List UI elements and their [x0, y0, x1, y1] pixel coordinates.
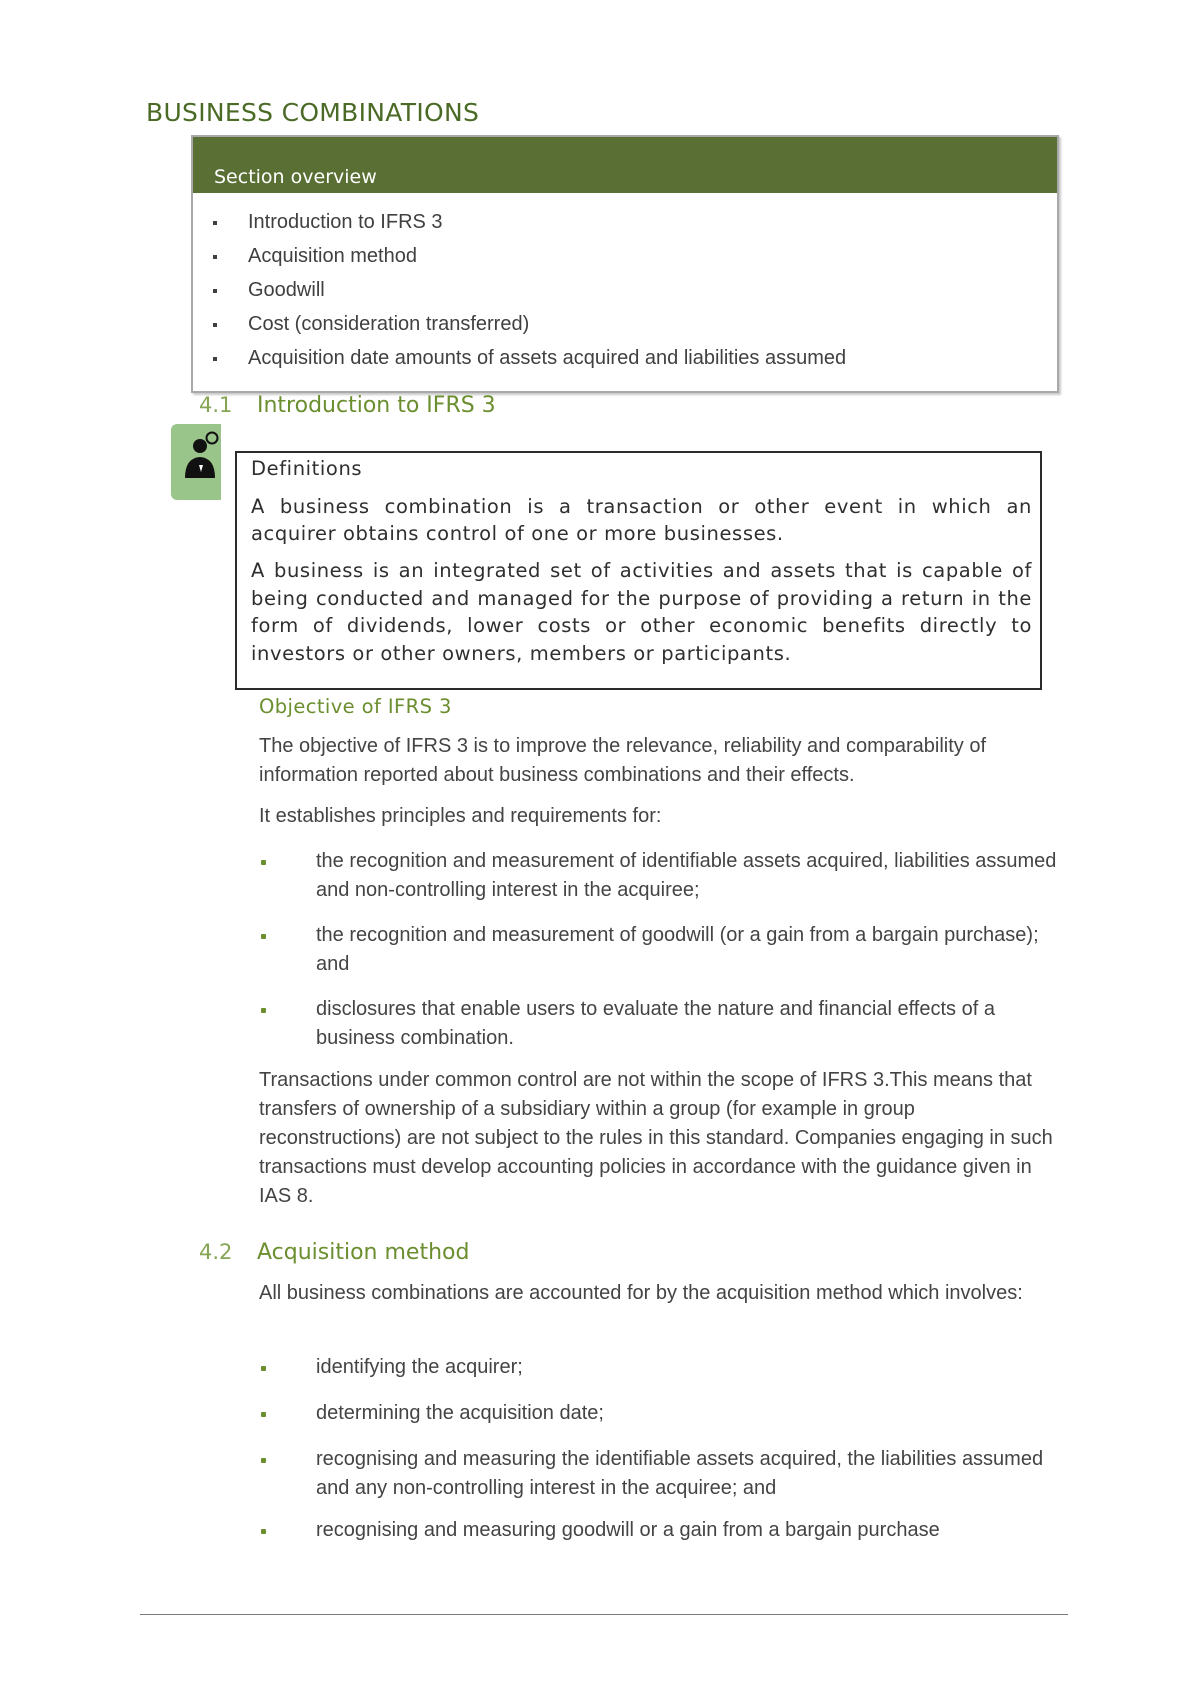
list-item: identifying the acquirer; — [259, 1353, 1059, 1382]
definitions-title: Definitions — [251, 457, 363, 480]
section-title: Acquisition method — [257, 1240, 470, 1265]
list-item: determining the acquisition date; — [259, 1399, 1059, 1428]
overview-item: Cost (consideration transferred) — [213, 307, 1057, 341]
overview-item: Goodwill — [213, 273, 1057, 307]
definitions-box — [235, 451, 1042, 690]
objective-paragraph: The objective of IFRS 3 is to improve the relevance, reliability and comparability of information reported about business combinations and their effects. — [259, 735, 987, 786]
section-overview-list — [193, 193, 1057, 375]
overview-item: Acquisition date amounts of assets acquired and liabilities assumed — [213, 341, 1057, 375]
principles-list — [259, 847, 1059, 1053]
common-control-paragraph: Transactions under common control are not within the scope of IFRS 3.This means that transfers of ownership of a subsidiary within a group (for example in group reconstructions) are not subject to the rules in this standard. Companies engaging in such transactions must develop accounting policies in accordance with the guidance given in IAS 8. — [259, 1069, 1053, 1207]
section-title: Introduction to IFRS 3 — [257, 393, 496, 418]
acquisition-steps-list — [259, 1353, 1059, 1545]
list-item: recognising and measuring goodwill or a gain from a bargain purchase — [259, 1516, 1059, 1545]
section-number: 4.2 — [199, 1240, 233, 1264]
list-item: recognising and measuring the identifiable assets acquired, the liabilities assumed and any non-controlling interest in the acquiree; and — [259, 1445, 1059, 1503]
principles-intro: It establishes principles and requirements for: — [259, 805, 662, 827]
footer-divider — [140, 1614, 1068, 1615]
list-item: disclosures that enable users to evaluate the nature and financial effects of a business combination. — [259, 995, 1059, 1053]
definition-paragraph: A business is an integrated set of activities and assets that is capable of being conducted and managed for the purpose of providing a return in the form of dividends, lower costs or other economic benefits directly to investors or other owners, members or participants. — [251, 559, 1032, 665]
definition-person-icon — [171, 424, 221, 500]
list-item: the recognition and measurement of goodwill (or a gain from a bargain purchase); and — [259, 921, 1059, 979]
overview-item: Introduction to IFRS 3 — [213, 205, 1057, 239]
objective-heading: Objective of IFRS 3 — [259, 695, 452, 718]
section-overview-box — [191, 135, 1059, 393]
acquisition-intro: All business combinations are accounted for by the acquisition method which involves: — [259, 1282, 1023, 1304]
definition-paragraph: A business combination is a transaction or other event in which an acquirer obtains control of one or more businesses. — [251, 495, 1032, 545]
section-heading-4-1 — [199, 393, 496, 418]
section-overview-header: Section overview — [193, 137, 1057, 193]
list-item: the recognition and measurement of identifiable assets acquired, liabilities assumed and non-controlling interest in the acquiree; — [259, 847, 1059, 905]
page-title: BUSINESS COMBINATIONS — [146, 98, 480, 127]
section-number: 4.1 — [199, 393, 233, 417]
section-heading-4-2 — [199, 1240, 469, 1265]
overview-item: Acquisition method — [213, 239, 1057, 273]
